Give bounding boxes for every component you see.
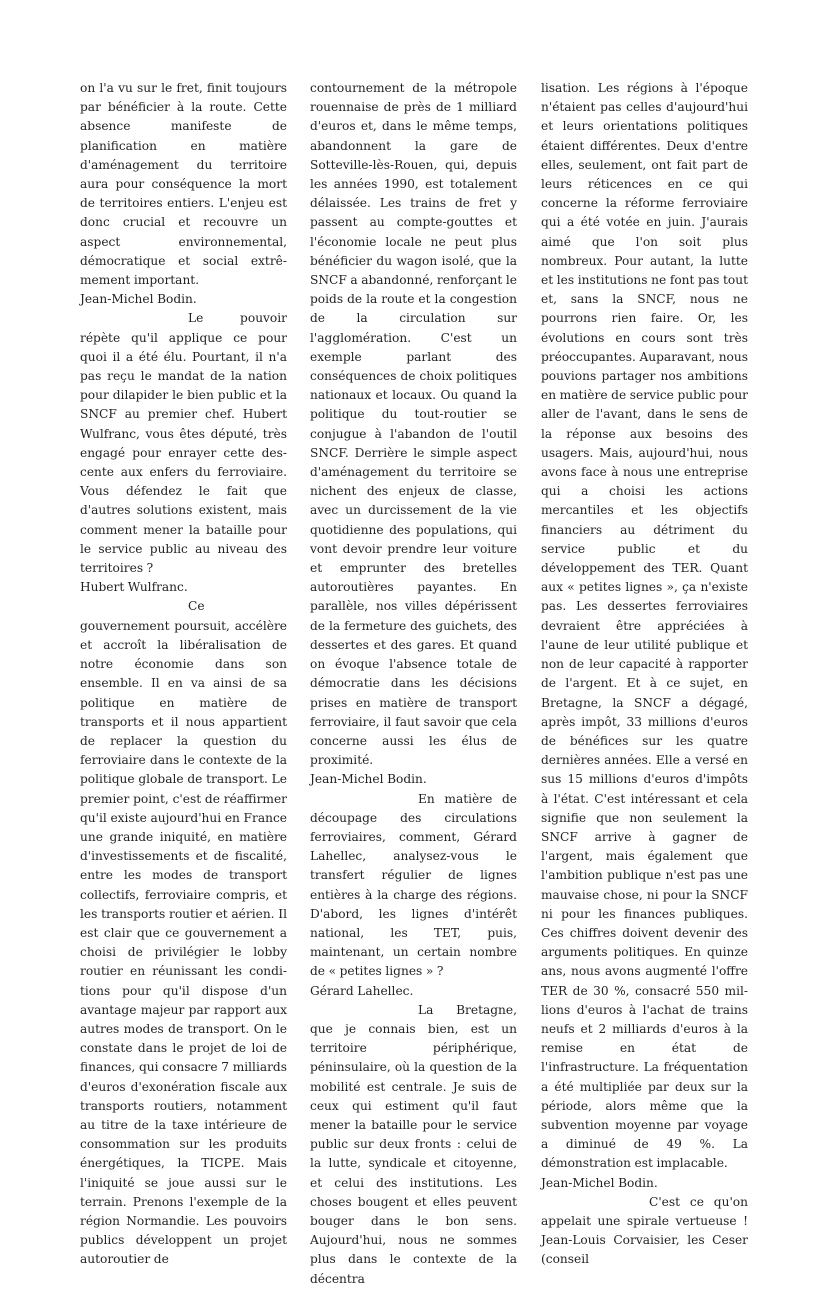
paragraph: on l'a vu sur le fret, finit toujours par bénéficier à la route. Cette absence manifeste de planification en matière d'aménagement du territoire aura pour conséquence la mort de territoires entiers. L'enjeu est donc crucial et recouvre un aspect environnemental, démocratique et social extrêmement important. xyxy=(80,81,287,288)
paragraph: En matière de découpage des circulations ferroviaires, comment, Gérard Lahellec, analysez-vous le transfert régulier de lignes entières à la charge des régions. D'abord, les lignes d'intérêt national, les TET, puis, maintenant, un certain nombre de « petites lignes » ? xyxy=(310,791,517,979)
paragraph: Ce gouvernement poursuit, accélère et accroît la libéralisation de notre économie dans son ensemble. Il en va ainsi de sa politique en matière de transports et il nous appartient de replacer la question du ferroviaire dans le contexte de la politique globale de transport. Le premier point, c'est de réaffirmer qu'il existe aujourd'hui en France une grande iniquité, en matière d'investissements et de fiscalité, entre les modes de transport collectifs, ferroviaire compris, et les transports routier et aérien. Il est clair que ce gouvernement a choisi de privilégier le lobby routier en réunissant les conditions pour qu'il dispose d'un avantage majeur par rapport aux autres modes de transport. On le constate dans le projet de loi de finances, qui consacre 7 milliards d'euros d'exonération fiscale aux transports routiers, notamment au titre de la taxe intérieure de consommation sur les produits énergétiques, la TICPE. Mais l'iniquité se joue aussi sur le terrain. Prenons l'exemple de la région Normandie. Les pouvoirs publics développent un projet autoroutier de xyxy=(80,599,287,1267)
text-column-3 xyxy=(541,79,748,1270)
speaker-name: Jean-Michel Bodin. xyxy=(80,292,197,307)
speaker-name: Gérard Lahellec. xyxy=(310,983,414,998)
speaker-name: Jean-Michel Bodin. xyxy=(541,1175,658,1190)
text-column-2 xyxy=(310,79,517,1289)
paragraph: Le pouvoir répète qu'il applique ce pour quoi il a été élu. Pourtant, il n'a pas reçu le mandat de la nation pour dilapider le bien public et la SNCF au premier chef. Hubert Wulfranc, vous êtes député, très engagé pour enrayer cette descente aux enfers du ferroviaire. Vous défendez le fait que d'autres solutions existent, mais comment mener la bataille pour le service public au niveau des territoires ? xyxy=(80,311,287,576)
speaker-name: Jean-Michel Bodin. xyxy=(310,772,427,787)
paragraph: C'est ce qu'on appelait une spirale vertueuse ! Jean-Louis Corvaisier, les Ceser (conseil xyxy=(541,1194,748,1267)
paragraph: contournement de la métropole rouennaise de près de 1 milliard d'euros et, dans le même temps, abandonnent la gare de Sotteville-lès-Rouen, qui, depuis les années 1990, est totalement délaissée. Les trains de fret y passent au compte-gouttes et l'économie locale ne peut plus bénéficier du wagon isolé, que la SNCF a abandonné, renforçant le poids de la route et la congestion de la circulation sur l'agglomération. C'est un exemple parlant des conséquences de choix politiques nationaux et locaux. Ou quand la politique du tout-routier se conjugue à l'abandon de l'outil SNCF. Derrière le simple aspect d'aménagement du territoire se nichent des enjeux de classe, avec un durcissement de la vie quotidienne des populations, qui vont devoir prendre leur voiture et emprunter des bretelles autoroutières payantes. En parallèle, nos villes dépérissent de la fermeture des guichets, des dessertes et des gares. Et quand on évoque l'absence totale de démocratie dans les décisions prises en matière de transport ferroviaire, il faut savoir que cela concerne aussi les élus de proximité. xyxy=(310,81,517,768)
text-column-1 xyxy=(80,79,287,1270)
paragraph: La Bretagne, que je connais bien, est un territoire périphérique, péninsulaire, où la question de la mobilité est centrale. Je suis de ceux qui estiment qu'il faut mener la bataille pour le service public sur deux fronts : celui de la lutte, syndicale et citoyenne, et celui des institutions. Les choses bougent et elles peuvent bouger dans le bon sens. Aujourd'hui, nous ne sommes plus dans le contexte de la décentra xyxy=(310,1002,517,1286)
paragraph: lisation. Les régions à l'époque n'étaient pas celles d'aujourd'hui et leurs orientations politiques étaient différentes. Deux d'entre elles, seulement, ont fait part de leurs réticences en ce qui concerne la réforme ferroviaire qui a été votée en juin. J'aurais aimé que l'on soit plus nombreux. Pour autant, la lutte et les institutions ne font pas tout et, sans la SNCF, nous ne pourrons rien faire. Or, les évolutions en cours sont très préoccupantes. Auparavant, nous pouvions partager nos ambitions en matière de service public pour aller de l'avant, dans le sens de la réponse aux besoins des usagers. Mais, aujourd'hui, nous avons face à nous une entreprise qui a choisi les actions mercantiles et les objectifs financiers au détriment du service public et du développement des TER. Quant aux « petites lignes », ça n'existe pas. Les dessertes ferroviaires devraient être appréciées à l'aune de leur utilité publique et non de leur capacité à rapporter de l'argent. Et à ce sujet, en Bretagne, la SNCF a dégagé, après impôt, 33 millions d'euros de bénéfices sur les quatre dernières années. Elle a versé en sus 15 millions d'euros d'impôts à l'état. C'est intéressant et cela signifie que non seulement la SNCF arrive à gagner de l'argent, mais également que l'ambition publique n'est pas une mauvaise chose, ni pour la SNCF ni pour les finances publiques. Ces chiffres doivent devenir des arguments politiques. En quinze ans, nous avons augmenté l'offre TER de 30 %, consacré 550 millions d'euros à l'achat de trains neufs et 2 milliards d'euros à la remise en état de l'infrastructure. La fréquentation a été multipliée par deux sur la période, alors même que la subvention moyenne par voyage a diminué de 49 %. La démonstration est implacable. xyxy=(541,81,748,1171)
speaker-name: Hubert Wulfranc. xyxy=(80,580,188,595)
